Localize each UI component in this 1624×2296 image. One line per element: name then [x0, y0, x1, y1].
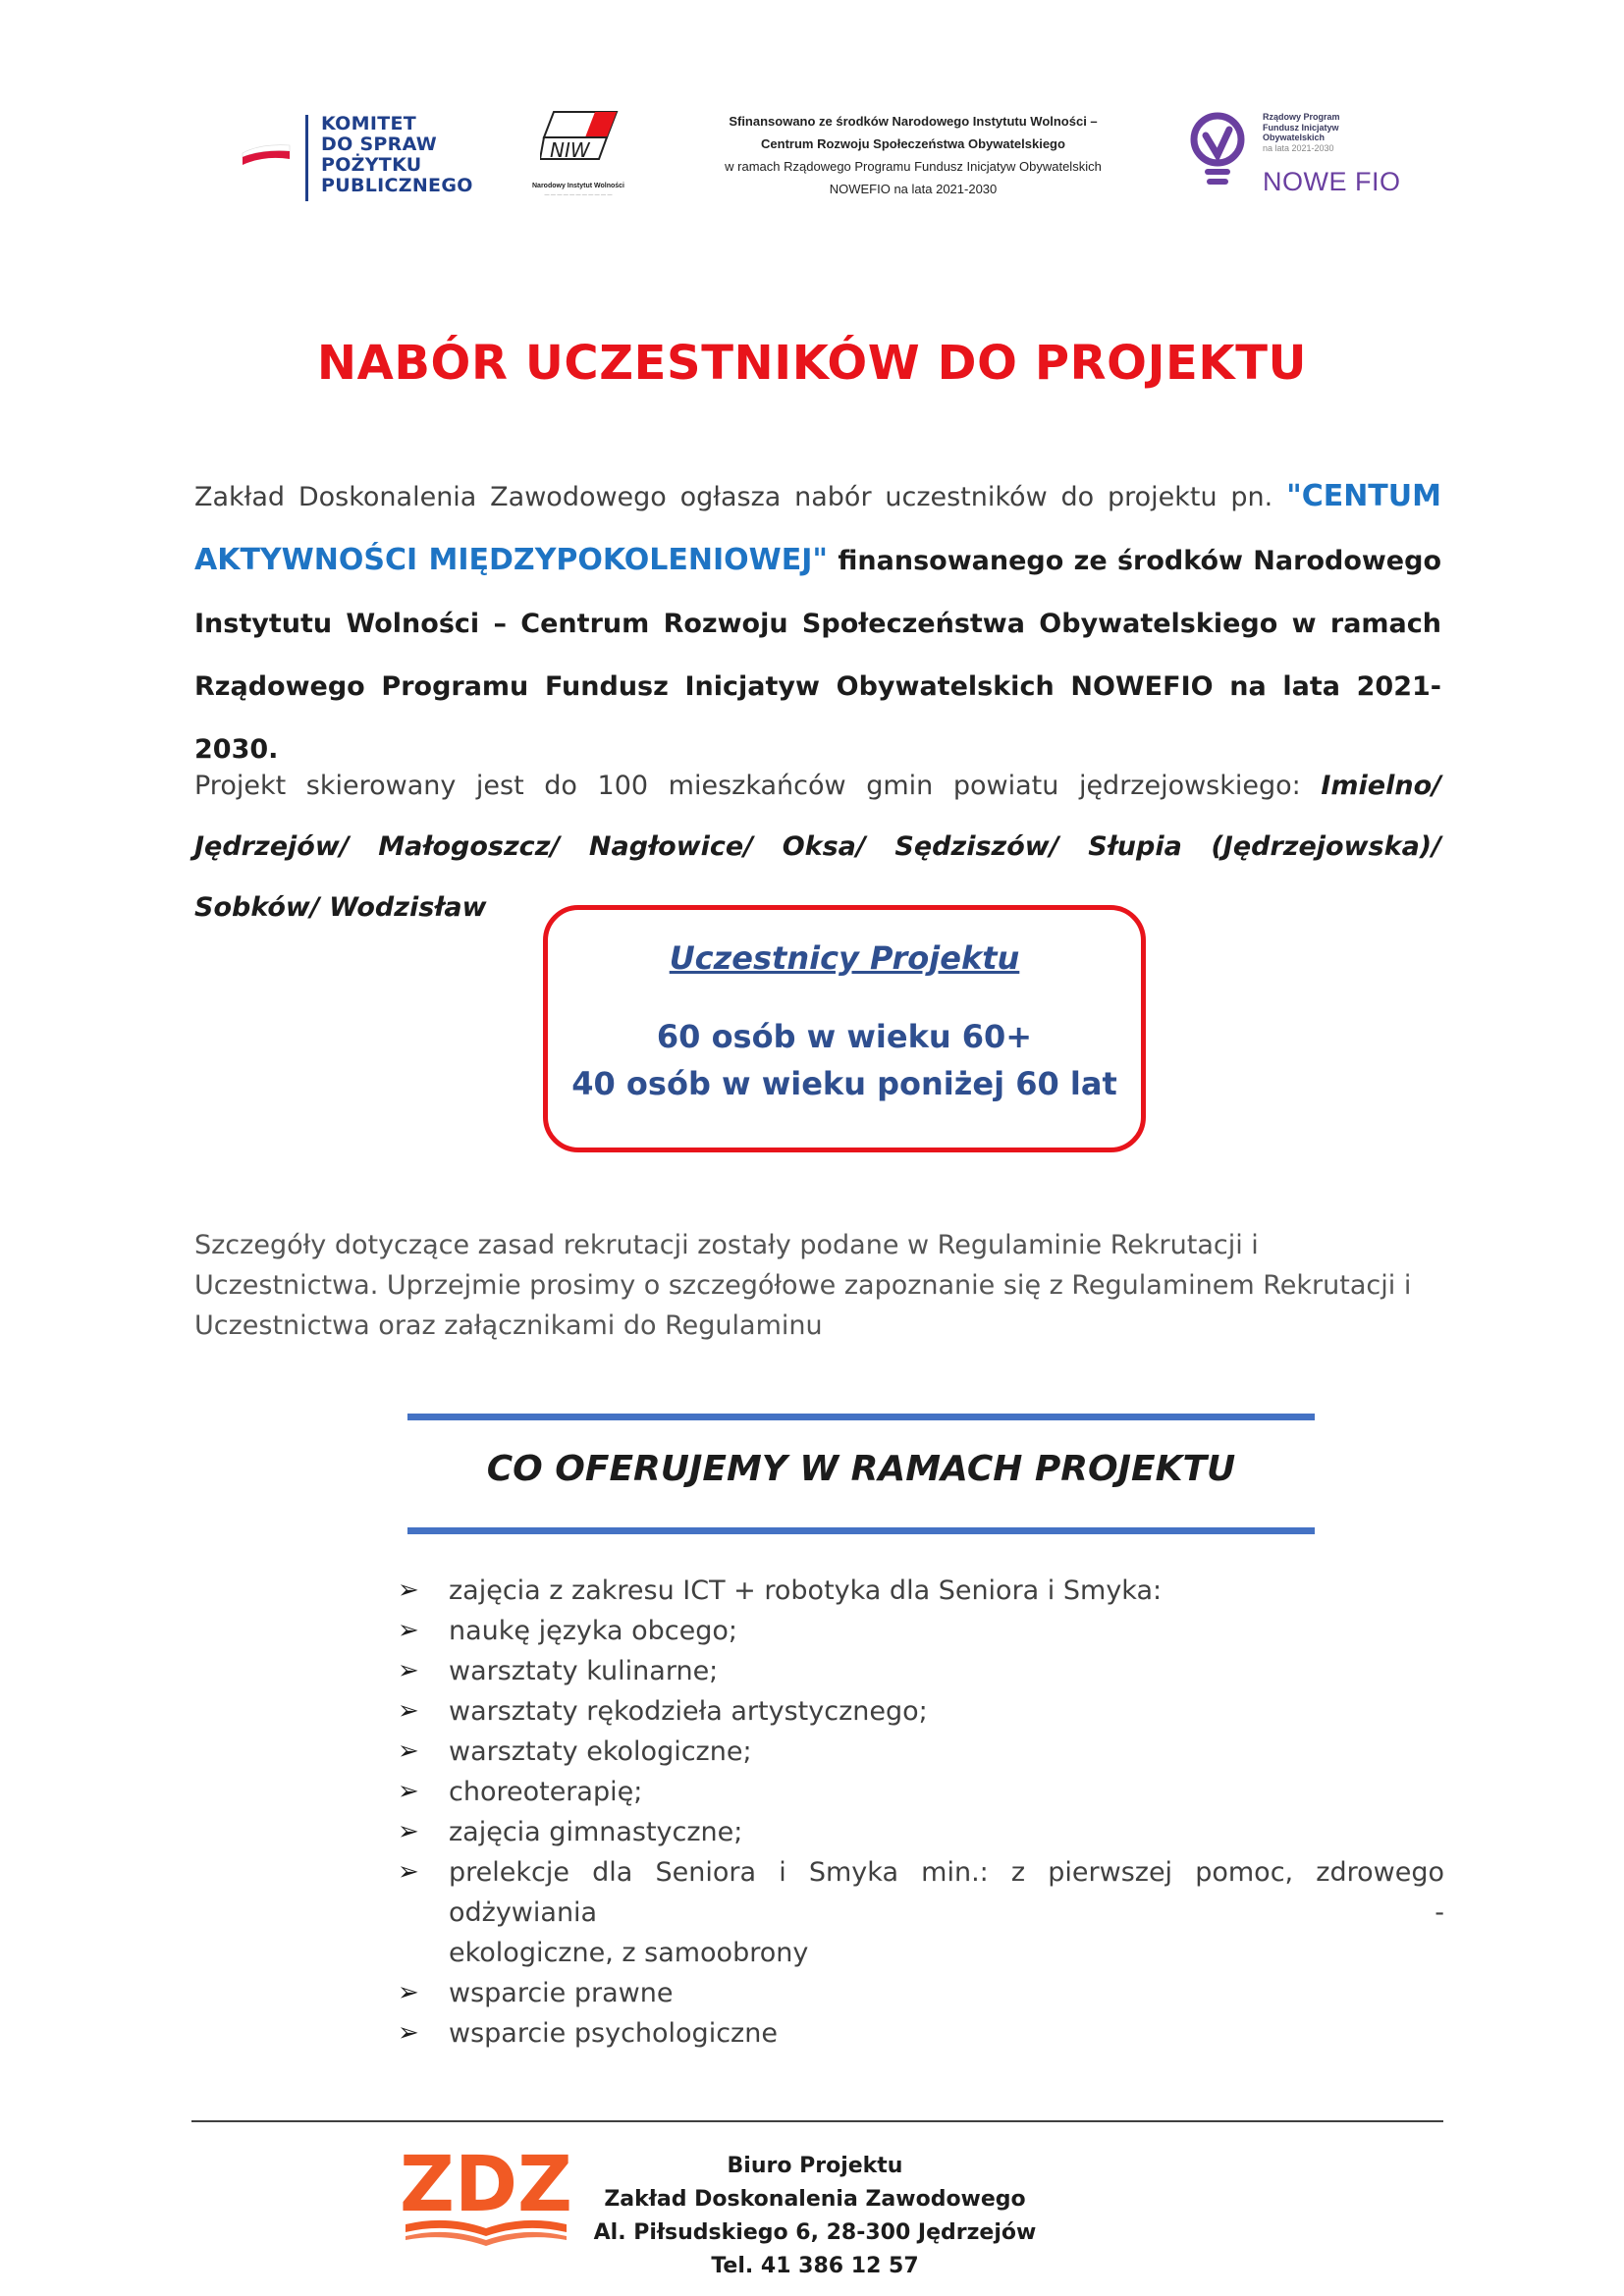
office-phone: Tel. 41 386 12 57	[711, 2254, 919, 2278]
lightbulb-icon	[1188, 110, 1253, 198]
niw-mark: NIW	[550, 138, 590, 162]
page-title: NABÓR UCZESTNIKÓW DO PROJEKTU	[316, 336, 1308, 391]
arrow-bullet-icon: ➢	[398, 2018, 419, 2048]
participants-title: Uczestnicy Projektu	[669, 939, 1020, 977]
niw-caption: Narodowy Instytut Wolności	[532, 183, 624, 189]
niw-logo	[520, 108, 636, 201]
project-office-address	[550, 2150, 1080, 2283]
intro-paragraph	[194, 465, 1441, 781]
target-places: Imielno/ Jędrzejów/ Małogoszcz/ Nagłowice/ Oksa/ Sędziszów/ Słupia (Jędrzejowska)/ Sobków/ Wodzisław	[194, 771, 1441, 923]
list-item: ➢ choreoterapię;	[398, 1772, 1444, 1812]
office-title: Biuro Projektu	[727, 2154, 903, 2178]
office-address: Al. Piłsudskiego 6, 28-300 Jędrzejów	[593, 2220, 1037, 2245]
arrow-bullet-icon: ➢	[398, 1857, 419, 1887]
arrow-bullet-icon: ➢	[398, 1777, 419, 1806]
offer-rule-top	[407, 1414, 1315, 1420]
polish-flag-icon	[241, 139, 292, 169]
komitet-divider	[305, 115, 308, 201]
list-item: ➢ wsparcie prawne	[398, 1973, 1444, 2013]
target-lead: Projekt skierowany jest do 100 mieszkańców gmin powiatu jędrzejowskiego:	[194, 771, 1322, 801]
komitet-logo	[241, 110, 476, 203]
komitet-name: KOMITET DO SPRAW POŻYTKU PUBLICZNEGO	[321, 113, 473, 196]
footer-rule	[191, 2120, 1443, 2122]
list-item: ➢ warsztaty kulinarne;	[398, 1651, 1444, 1691]
offer-rule-bottom	[407, 1527, 1315, 1534]
list-item: ➢ zajęcia gimnastyczne;	[398, 1812, 1444, 1852]
list-item: ➢ wsparcie psychologiczne	[398, 2013, 1444, 2054]
fio-program-name: Rządowy Program Fundusz Inicjatyw Obywatelskich na lata 2021-2030	[1263, 112, 1340, 153]
recruitment-details: Szczegóły dotyczące zasad rekrutacji zostały podane w Regulaminie Rekrutacji i Uczestnictwa. Uprzejmie prosimy o szczegółowe zapoznanie się z Regulaminem Rekrutacji i Uczestnictwa oraz załącznikami do Regulaminu	[194, 1230, 1412, 1341]
arrow-bullet-icon: ➢	[398, 1978, 419, 2007]
list-item: ➢ warsztaty rękodzieła artystycznego;	[398, 1691, 1444, 1732]
list-item: ➢ warsztaty ekologiczne;	[398, 1732, 1444, 1772]
office-organization: Zakład Doskonalenia Zawodowego	[604, 2187, 1026, 2212]
niw-caption-line: — — — — — — — — — — —	[544, 192, 613, 198]
nowe-fio-logo	[1188, 110, 1443, 203]
niw-flag-icon	[540, 108, 619, 179]
arrow-bullet-icon: ➢	[398, 1736, 419, 1766]
participants-younger: 40 osób w wieku poniżej 60 lat	[571, 1065, 1117, 1102]
arrow-bullet-icon: ➢	[398, 1817, 419, 1846]
intro-lead: Zakład Doskonalenia Zawodowego ogłasza nabór uczestników do projektu pn.	[194, 482, 1287, 512]
participants-seniors: 60 osób w wieku 60+	[656, 1018, 1033, 1055]
list-item: ➢ zajęcia z zakresu ICT + robotyka dla Seniora i Smyka:	[398, 1571, 1444, 1611]
list-item: ➢ naukę języka obcego;	[398, 1611, 1444, 1651]
arrow-bullet-icon: ➢	[398, 1575, 419, 1605]
zdz-logo-text: ZDZ	[400, 2142, 572, 2229]
offer-list	[398, 1571, 1444, 2054]
arrow-bullet-icon: ➢	[398, 1696, 419, 1726]
fio-name: NOWE FIO	[1263, 167, 1401, 196]
zdz-book-icon	[398, 2142, 574, 2260]
arrow-bullet-icon: ➢	[398, 1616, 419, 1645]
funding-note: Sfinansowano ze środków Narodowego Instytutu Wolności – Centrum Rozwoju Społeczeństwa Obywatelskiego w ramach Rządowego Programu Fundusz Inicjatyw Obywatelskich NOWEFIO na lata 2021-2030	[725, 114, 1102, 196]
arrow-bullet-icon: ➢	[398, 1656, 419, 1685]
participants-box	[543, 905, 1146, 1152]
funding-sentence: finansowanego ze środków Narodowego Instytutu Wolności – Centrum Rozwoju Społeczeństwa Obywatelskiego w ramach Rządowego Programu Fundusz Inicjatyw Obywatelskich NOWEFIO na lata 2021-2030.	[194, 546, 1441, 765]
project-name: "CENTUM AKTYWNOŚCI MIĘDZYPOKOLENIOWEJ"	[194, 479, 1441, 577]
list-item-lectures: ➢ prelekcje dla Seniora i Smyka min.: z pierwszej pomoc, zdrowego odżywiania - ekologiczne, z samoobrony	[398, 1852, 1444, 1973]
zdz-logo	[398, 2142, 574, 2260]
offer-title: CO OFERUJEMY W RAMACH PROJEKTU	[486, 1449, 1236, 1489]
